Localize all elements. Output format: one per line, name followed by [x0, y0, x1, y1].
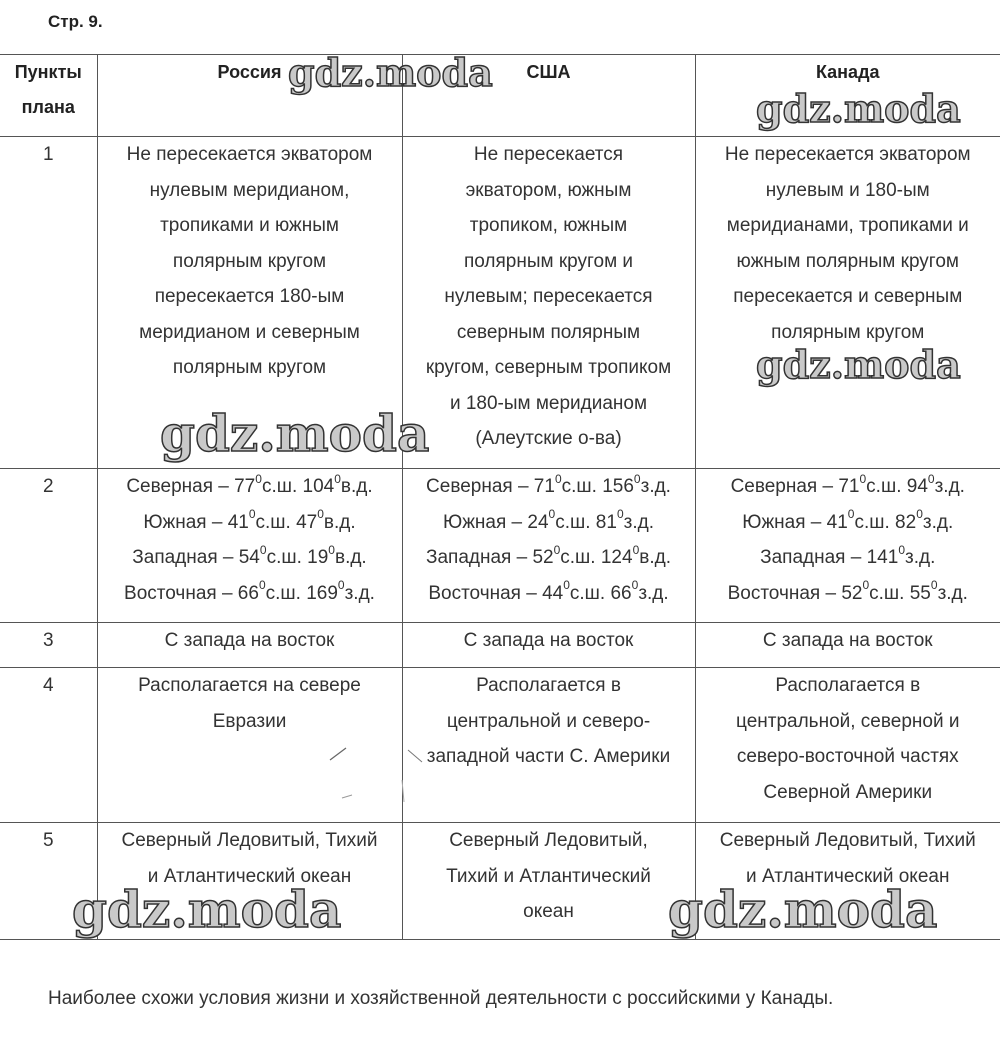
coord-text: Южная – 41	[742, 511, 848, 533]
cell-line: центральной и северо-	[446, 710, 651, 732]
degree-mark: 0	[631, 578, 639, 593]
table-cell-canada	[695, 623, 1000, 668]
coord-text: в.д.	[323, 511, 356, 533]
degree-mark: 0	[259, 542, 267, 557]
table-cell-usa	[402, 668, 695, 823]
plan-table	[0, 54, 1000, 940]
degree-mark: 0	[255, 471, 262, 486]
table-cell-canada	[695, 668, 1000, 823]
header-line: плана	[21, 97, 75, 117]
coord-text: с.ш. 55	[869, 582, 931, 604]
cell-line: С запада на восток	[762, 630, 933, 651]
cell-line: меридианами, тропиками и	[726, 215, 969, 236]
watermark-logo: gdz.moda	[160, 404, 430, 463]
degree-mark: 0	[898, 542, 905, 557]
cell-line	[98, 540, 402, 576]
degree-mark: 0	[553, 542, 561, 557]
cell-line: пересекается 180-ым	[154, 286, 345, 307]
cell-line: С запада на восток	[164, 630, 335, 651]
table-cell-usa	[402, 623, 695, 668]
table-row	[0, 823, 1000, 940]
coord-text: Северная – 71	[730, 476, 860, 497]
cell-line: меридианом и северным	[139, 321, 360, 343]
coord-text: з.д.	[344, 582, 375, 604]
coord-text: з.д.	[638, 582, 669, 604]
table-cell-num	[0, 469, 97, 623]
table-cell-canada	[695, 469, 1000, 623]
cell-line: северным полярным	[456, 321, 641, 343]
cell-line: пересекается и северным	[733, 286, 963, 307]
row-number: 2	[42, 476, 54, 497]
cell-line: Не пересекается экватором	[126, 144, 373, 165]
degree-mark: 0	[334, 471, 341, 486]
degree-mark: 0	[337, 578, 345, 593]
cell-line	[98, 469, 402, 505]
cell-line: Располагается в	[476, 675, 621, 696]
cell-line: центральной, северной и	[736, 710, 960, 732]
cell-line: полярным кругом	[172, 250, 327, 272]
cell-line: (Алеутские о-ва)	[475, 428, 622, 449]
cell-line: кругом, северным тропиком	[425, 357, 672, 378]
table-cell-num	[0, 823, 97, 940]
watermark-logo: gdz.moda	[756, 86, 961, 131]
degree-mark: 0	[862, 578, 870, 593]
coord-text: з.д.	[937, 582, 968, 604]
coord-text: с.ш. 124	[560, 547, 633, 568]
degree-mark: 0	[632, 542, 640, 557]
cell-line: Тихий и Атлантический	[446, 865, 651, 887]
cell-line: нулевым меридианом,	[149, 179, 350, 201]
coord-text: Северная – 71	[426, 476, 555, 497]
coord-text: с.ш. 169	[265, 582, 338, 604]
header-cell-usa: США	[402, 55, 695, 137]
watermark-logo: gdz.moda	[668, 880, 938, 939]
cell-line: западной части С. Америки	[426, 746, 671, 767]
cell-line: тропиком, южным	[469, 215, 628, 236]
cell-line: Располагается в	[775, 675, 921, 696]
cell-line: и 180-ым меридианом	[449, 392, 648, 414]
coord-text: с.ш. 47	[255, 511, 318, 533]
cell-line: Северный Ледовитый,	[449, 830, 648, 851]
table-cell-russia	[97, 623, 402, 668]
coord-text: Западная – 54	[132, 547, 260, 568]
cell-line: Северный Ледовитый, Тихий	[121, 830, 378, 851]
page-label: Стр. 9.	[48, 12, 103, 31]
table-header-row	[0, 55, 1000, 137]
table-row	[0, 623, 1000, 668]
conclusion-text: Наиболее схожи условия жизни и хозяйственной деятельности с российскими у Канады.	[48, 988, 834, 1009]
cell-line: южным полярным кругом	[736, 250, 959, 272]
row-number: 5	[42, 830, 54, 851]
table-cell-usa	[402, 823, 695, 940]
degree-mark: 0	[548, 507, 556, 522]
cell-line	[98, 576, 402, 612]
table-cell-usa	[402, 469, 695, 623]
coord-text: Западная – 141	[760, 547, 899, 568]
table-cell-num	[0, 623, 97, 668]
cell-line	[403, 469, 695, 505]
degree-mark: 0	[633, 471, 641, 486]
degree-mark: 0	[258, 578, 266, 593]
coord-text: Западная – 52	[426, 547, 554, 568]
cell-line: северо-восточной частях	[736, 746, 959, 767]
cell-line	[696, 540, 1000, 576]
cell-line: Не пересекается экватором	[724, 144, 971, 165]
coord-text: з.д.	[934, 476, 965, 497]
coord-text: в.д.	[334, 547, 367, 568]
table-row	[0, 137, 1000, 469]
cell-line	[696, 576, 1000, 612]
cell-line	[403, 576, 695, 612]
cell-line: С запада на восток	[463, 630, 634, 651]
coord-text: Южная – 24	[443, 511, 549, 533]
watermark-logo: gdz.moda	[288, 50, 493, 95]
coord-text: Южная – 41	[143, 511, 249, 533]
cell-line: нулевым; пересекается	[444, 286, 653, 307]
coord-text: Восточная – 66	[124, 582, 259, 604]
table-cell-num	[0, 668, 97, 823]
table-cell-russia	[97, 137, 402, 469]
cell-line: тропиками и южным	[160, 215, 339, 236]
degree-mark: 0	[248, 507, 256, 522]
coord-text: в.д.	[340, 476, 373, 497]
coord-text: з.д.	[640, 476, 671, 497]
cell-line	[98, 505, 402, 541]
coord-text: с.ш. 94	[866, 476, 928, 497]
coord-text: з.д.	[922, 511, 954, 533]
coord-text: з.д.	[905, 547, 936, 568]
coord-text: з.д.	[623, 511, 654, 533]
coord-text: с.ш. 81	[555, 511, 617, 533]
coord-text: с.ш. 104	[261, 476, 335, 497]
table-cell-canada	[695, 823, 1000, 940]
table-row	[0, 469, 1000, 623]
table-cell-canada	[695, 137, 1000, 469]
cell-line: Не пересекается	[473, 144, 624, 165]
coord-text: в.д.	[639, 547, 671, 568]
cell-line: полярным кругом	[771, 321, 925, 343]
degree-mark: 0	[916, 507, 923, 522]
degree-mark: 0	[847, 507, 855, 522]
cell-line	[403, 540, 695, 576]
degree-mark: 0	[328, 542, 335, 557]
cell-line: полярным кругом и	[463, 250, 634, 272]
coord-text: с.ш. 82	[854, 511, 917, 533]
row-number: 1	[42, 144, 54, 165]
degree-mark: 0	[554, 471, 562, 486]
coord-text: Восточная – 44	[428, 582, 564, 604]
cell-line: Располагается на севере	[138, 675, 361, 696]
header-cell-points	[0, 55, 97, 137]
table-cell-russia	[97, 823, 402, 940]
cell-line	[403, 505, 695, 541]
table-cell-usa	[402, 137, 695, 469]
coord-text: Северная – 77	[126, 476, 256, 497]
table-cell-num	[0, 137, 97, 469]
coord-text: с.ш. 19	[266, 547, 329, 568]
cell-line: Северный Ледовитый, Тихий	[719, 830, 976, 851]
cell-line: океан	[523, 901, 574, 922]
watermark-logo: gdz.moda	[72, 880, 342, 939]
row-number: 4	[42, 675, 54, 696]
header-line: Пункты	[14, 62, 82, 82]
cell-line: полярным кругом	[172, 357, 327, 378]
degree-mark: 0	[563, 578, 570, 593]
cell-line	[696, 469, 1000, 505]
coord-text: с.ш. 66	[569, 582, 632, 604]
table-cell-russia	[97, 668, 402, 823]
row-number: 3	[42, 630, 54, 651]
degree-mark: 0	[317, 507, 324, 522]
cell-line: Евразии	[212, 710, 287, 732]
cell-line: экватором, южным	[465, 179, 632, 201]
cell-line: нулевым и 180-ым	[765, 179, 930, 201]
watermark-logo: gdz.moda	[756, 342, 961, 387]
header-cell-canada: Канада	[695, 55, 1000, 137]
table-cell-russia	[97, 469, 402, 623]
degree-mark: 0	[927, 471, 935, 486]
coord-text: с.ш. 156	[561, 476, 634, 497]
degree-mark: 0	[616, 507, 624, 522]
degree-mark: 0	[930, 578, 938, 593]
header-cell-russia: Россия	[97, 55, 402, 137]
table-row	[0, 668, 1000, 823]
coord-text: Восточная – 52	[727, 582, 863, 604]
degree-mark: 0	[859, 471, 867, 486]
cell-line: Северной Америки	[763, 781, 933, 803]
cell-line: и Атлантический океан	[746, 865, 950, 887]
cell-line: и Атлантический океан	[147, 865, 352, 887]
cell-line	[696, 505, 1000, 541]
